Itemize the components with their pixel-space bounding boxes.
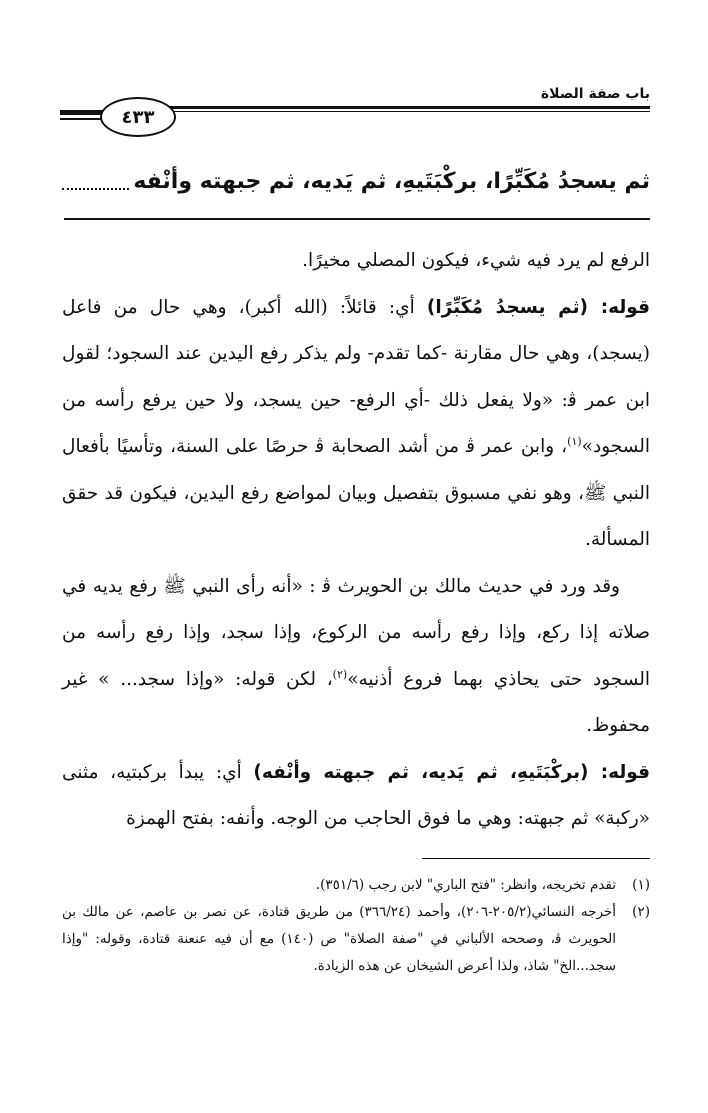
paragraph-3: [62, 564, 650, 750]
footnote-2-number: (٢): [632, 904, 650, 920]
running-header: [50, 80, 650, 150]
matn-text: ثم يسجدُ مُكَبِّرًا، بركْبَتَيهِ، ثم يَديه، ثم جبهته وأنْفه: [133, 169, 650, 194]
section-separator: [64, 218, 650, 220]
header-rule-left-thin: [60, 118, 104, 120]
footnotes: [62, 872, 650, 980]
paragraph-1: الرفع لم يرد فيه شيء، فيكون المصلي مخيرًا.: [302, 250, 650, 271]
chapter-title: باب صفة الصلاة: [540, 86, 650, 102]
matn-dot-leader: [62, 188, 129, 190]
paragraph-4-lead: قوله: (بركْبَتَيهِ، ثم يَديه، ثم جبهته وأنْفه): [253, 761, 650, 783]
page-number: [100, 97, 176, 137]
footnote-2-text: أخرجه النسائي(٢٠٥/٢-٢٠٦)، وأحمد (٣٦٦/٢٤) من طريق قتادة، عن نصر بن عاصم، عن مالك بن الحويرث ﭬ، وصححه الألباني في "صفة الصلاة" ص (١٤٠) مع أن فيه عنعنة قتادة، وقوله: "وإذا سجد...الخ" شاذ، ولذا أعرض الشيخان عن هذه الزيادة.: [62, 904, 616, 974]
matn-line: [62, 160, 650, 204]
paragraph-2-lead: قوله: (ثم يسجدُ مُكَبِّرًا): [426, 296, 650, 318]
commentary-body: [62, 238, 650, 843]
footnote-1-text: تقدم تخريجه، وانظر: "فتح الباري" لابن رجب (٣٥١/٦).: [315, 877, 616, 893]
footnote-ref-2: (٢): [332, 667, 348, 681]
page-number-text: ٤٣٣: [121, 106, 155, 128]
footnote-separator: [422, 858, 650, 859]
footnote-ref-1: (١): [567, 434, 582, 448]
footnote-2: [62, 899, 650, 980]
header-rule-thin: [168, 111, 650, 112]
paragraph-2-text-cont: ، وابن عمر ﭬ من أشد الصحابة ﭬ حرصًا على السنة، وتأسيًا بأفعال النبي ﷺ، وهو نفي مسبوق بتفصيل وبيان لمواضع رفع اليدين، فيكون قد حقق المسألة.: [62, 436, 650, 550]
paragraph-2: [62, 285, 650, 564]
paragraph-3-text: وقد ورد في حديث مالك بن الحويرث ﭬ : «أنه رأى النبي ﷺ رفع يديه في صلاته إذا ركع، وإذا رفع رأسه من الركوع، وإذا سجد، وإذا رفع رأسه من السجود حتى يحاذي بهما فروع أذنيه»: [62, 575, 650, 690]
header-rule-left: [60, 110, 104, 115]
footnote-1: [62, 872, 650, 899]
paragraph-4-text: أي: يبدأ بركبتيه، مثنى «ركبة» ثم جبهته: وهي ما فوق الحاجب من الوجه. وأنفه: بفتح الهمزة: [62, 761, 650, 829]
paragraph-2-text: أي: قائلاً: (الله أكبر)، وهي حال من فاعل (يسجد)، وهي حال مقارنة -كما تقدم- ولم يذكر رفع اليدين عند السجود؛ لقول ابن عمر ﭬ: «ولا يفعل ذلك -أي الرفع- حين يسجد، ولا حين يرفع رأسه من السجود»: [62, 296, 650, 457]
paragraph-3-text-cont: ، لكن قوله: «وإذا سجد... » غير محفوظ.: [62, 668, 650, 736]
footnote-1-number: (١): [632, 877, 650, 893]
header-rule: [168, 106, 650, 109]
paragraph-4: [62, 750, 650, 843]
